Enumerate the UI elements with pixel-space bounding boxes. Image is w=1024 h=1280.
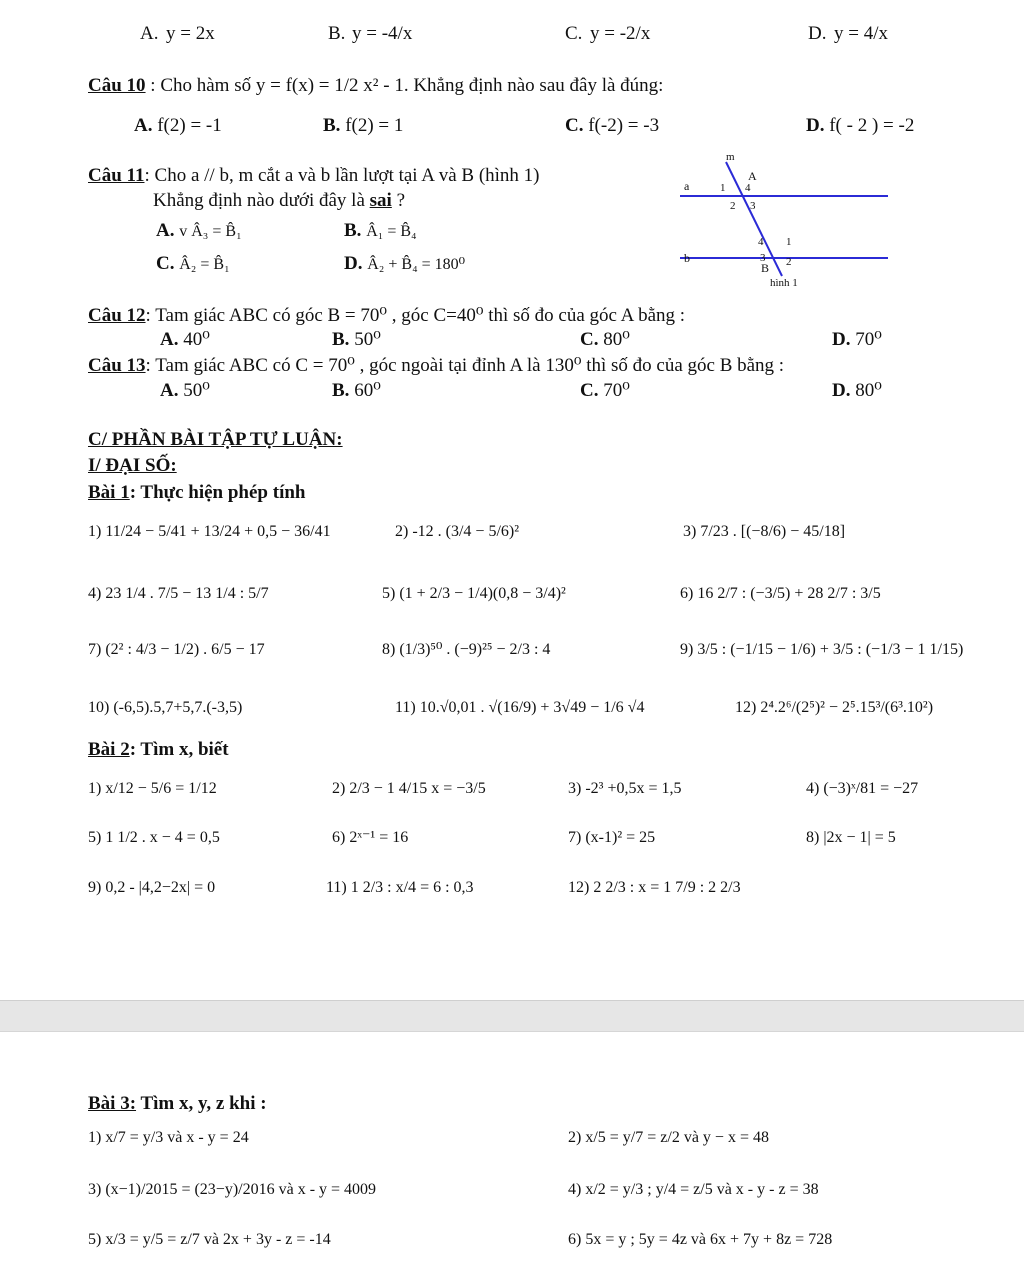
- q12-option-b: B. 50⁰: [332, 329, 381, 350]
- q13-option-a: A. 50⁰: [160, 380, 210, 401]
- q11-text: : Cho a // b, m cắt a và b lần lượt tại A và B (hình 1): [144, 165, 540, 186]
- bai1-item-8: 8) (1/3)⁵⁰ . (−9)²⁵ − 2/3 : 4: [382, 641, 551, 658]
- bai2-item-7: 7) (x-1)² = 25: [568, 829, 656, 846]
- q13-option-b: B. 60⁰: [332, 380, 381, 401]
- bai1-item-4: 4) 23 1/4 . 7/5 − 13 1/4 : 5/7: [88, 585, 269, 602]
- bai1-heading: Bài 1: Thực hiện phép tính: [88, 482, 306, 503]
- bai1-item-7: 7) (2² : 4/3 − 1/2) . 6/5 − 17: [88, 641, 265, 658]
- q12-option-a: A. 40⁰: [160, 329, 210, 350]
- bai2-item-2: 2) 2/3 − 1 4/15 x = −3/5: [332, 780, 486, 797]
- q12-option-c: C. 80⁰: [580, 329, 630, 350]
- q10-label: Câu 10: [88, 75, 146, 96]
- section-i-heading: I/ ĐẠI SỐ:: [88, 455, 177, 476]
- bai3-item-5: 5) x/3 = y/5 = z/7 và 2x + 3y - z = -14: [88, 1231, 331, 1248]
- q9-option-c: C.: [565, 23, 583, 44]
- q9-option-d-text: y = 4/x: [834, 23, 888, 44]
- bai1-item-3: 3) 7/23 . [(−8/6) − 45/18]: [683, 523, 846, 540]
- q11-option-d: D. Â₂ + B̂₄ = 180⁰: [344, 253, 466, 274]
- q9-option-b-text: y = -4/x: [352, 23, 413, 44]
- q13-text: : Tam giác ABC có C = 70⁰ , góc ngoài tại đỉnh A là 130⁰ thì số đo của góc B bằng :: [145, 355, 785, 376]
- q10-question: [88, 76, 663, 95]
- section-c-heading: C/ PHẦN BÀI TẬP TỰ LUẬN:: [88, 429, 343, 450]
- angle-b3: 3: [760, 252, 766, 264]
- label-a: a: [684, 179, 690, 193]
- angle-b4: 4: [758, 236, 764, 248]
- q9-option-a: A.: [140, 23, 159, 44]
- q12-option-d: D. 70⁰: [832, 329, 882, 350]
- bai2-item-3: 3) -2³ +0,5x = 1,5: [568, 780, 682, 797]
- bai3-item-3: 3) (x−1)/2015 = (23−y)/2016 và x - y = 4009: [88, 1181, 377, 1198]
- q13-option-d: D. 80⁰: [832, 380, 882, 401]
- bai1-item-12: 12) 2⁴.2⁶/(2⁵)² − 2⁵.15³/(6³.10²): [735, 699, 934, 716]
- angle-a1: 1: [720, 182, 726, 194]
- figure-caption: hình 1: [770, 277, 798, 289]
- bai1-item-6: 6) 16 2/7 : (−3/5) + 28 2/7 : 3/5: [680, 585, 881, 602]
- q12-question: [88, 306, 685, 325]
- q10-text: : Cho hàm số y = f(x) = 1/2 x² - 1. Khẳng định nào sau đây là đúng:: [145, 75, 664, 96]
- bai2-item-1: 1) x/12 − 5/6 = 1/12: [88, 780, 217, 797]
- bai3-item-1: 1) x/7 = y/3 và x - y = 24: [88, 1129, 249, 1146]
- q13-label: Câu 13: [88, 355, 146, 376]
- bai2-item-4: 4) (−3)ˣ/81 = −27: [806, 780, 919, 797]
- q11-label: Câu 11: [88, 165, 145, 186]
- q11-option-a: A. v Â₃ = B̂₁: [156, 220, 242, 241]
- parallel-lines-figure: [670, 140, 900, 300]
- q11-option-b: B. Â₁ = B̂₄: [344, 220, 417, 241]
- bai2-item-12: 12) 2 2/3 : x = 1 7/9 : 2 2/3: [568, 879, 741, 896]
- bai1-item-2: 2) -12 . (3/4 − 5/6)²: [395, 523, 520, 540]
- label-A: A: [748, 169, 757, 183]
- q11-line2: Khẳng định nào dưới đây là sai ?: [153, 190, 406, 211]
- bai2-heading: Bài 2: Tìm x, biết: [88, 739, 229, 760]
- bai2-item-6: 6) 2ˣ⁻¹ = 16: [332, 829, 409, 846]
- q10-option-c: C. f(-2) = -3: [565, 115, 660, 136]
- angle-a3: 3: [750, 200, 756, 212]
- bai2-item-9: 9) 0,2 - |4,2−2x| = 0: [88, 879, 216, 896]
- bai3-item-2: 2) x/5 = y/7 = z/2 và y − x = 48: [568, 1129, 769, 1146]
- label-B: B: [761, 261, 770, 275]
- label-m: m: [726, 151, 735, 163]
- angle-a2: 2: [730, 200, 736, 212]
- q9-option-b: B.: [328, 23, 346, 44]
- q13-question: [88, 356, 784, 375]
- q13-option-c: C. 70⁰: [580, 380, 630, 401]
- bai2-item-11: 11) 1 2/3 : x/4 = 6 : 0,3: [326, 879, 474, 896]
- q12-text: : Tam giác ABC có góc B = 70⁰ , góc C=40⁰ thì số đo của góc A bằng :: [145, 305, 686, 326]
- bai1-item-11: 11) 10.√0,01 . √(16/9) + 3√49 − 1/6 √4: [395, 699, 645, 716]
- label-b: b: [684, 251, 690, 265]
- bai3-item-4: 4) x/2 = y/3 ; y/4 = z/5 và x - y - z = 38: [568, 1181, 819, 1198]
- angle-b2: 2: [786, 256, 792, 268]
- q10-option-d: D. f( - 2 ) = -2: [806, 115, 915, 136]
- page-break-band: [0, 1000, 1024, 1032]
- q9-option-c-text: y = -2/x: [590, 23, 651, 44]
- q11-option-c: C. Â₂ = B̂₁: [156, 253, 230, 274]
- q9-option-a-text: y = 2x: [166, 23, 215, 44]
- bai2-item-8: 8) |2x − 1| = 5: [806, 829, 896, 846]
- q10-option-b: B. f(2) = 1: [323, 115, 404, 136]
- q11-sai: sai: [369, 190, 392, 211]
- q9-option-d: D.: [808, 23, 827, 44]
- bai2-item-5: 5) 1 1/2 . x − 4 = 0,5: [88, 829, 220, 846]
- angle-a4: 4: [745, 182, 751, 194]
- q11-question: [88, 166, 540, 185]
- angle-b1: 1: [786, 236, 792, 248]
- bai1-item-5: 5) (1 + 2/3 − 1/4)(0,8 − 3/4)²: [382, 585, 566, 602]
- bai3-heading: Bài 3: Tìm x, y, z khi :: [88, 1093, 267, 1114]
- bai1-item-1: 1) 11/24 − 5/41 + 13/24 + 0,5 − 36/41: [88, 523, 331, 540]
- bai1-item-10: 10) (-6,5).5,7+5,7.(-3,5): [88, 699, 243, 716]
- bai1-item-9: 9) 3/5 : (−1/15 − 1/6) + 3/5 : (−1/3 − 1 1/15): [680, 641, 964, 658]
- q12-label: Câu 12: [88, 305, 146, 326]
- bai3-item-6: 6) 5x = y ; 5y = 4z và 6x + 7y + 8z = 728: [568, 1231, 833, 1248]
- q10-option-a: A. f(2) = -1: [134, 115, 222, 136]
